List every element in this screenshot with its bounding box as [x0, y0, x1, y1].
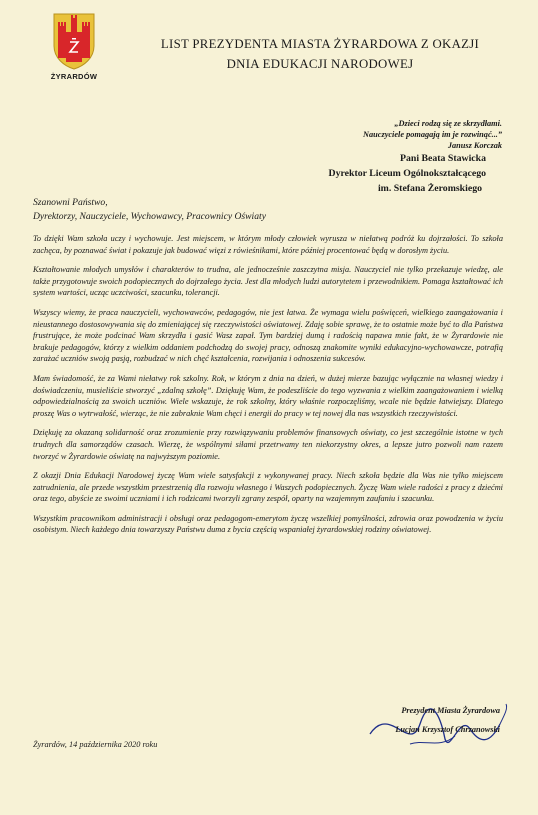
epigraph-quote — [363, 118, 502, 151]
letter-title — [140, 34, 500, 74]
body-paragraph-7: Wszystkim pracownikom administracji i obsługi oraz pedagogom-emerytom życzę wszelkiej pomyślności, zdrowia oraz powodzenia w życiu osobistym. Niech każdego dnia towarzyszy Państwu duma z bycia częścią wspaniałej żyrardowskiej rodziny oświatowej. — [33, 513, 503, 535]
body-paragraph-6: Z okazji Dnia Edukacji Narodowej życzę Wam wiele satysfakcji z wykonywanej pracy. Niech szkoła będzie dla Was nie tylko miejscem zatrudnienia, ale przede wszystkim przestrzenią dla rozwoju własnego i Waszych podopiecznych. Życzę Wam wiele radości z pracy z dziećmi oraz tego, abyście ze swoimi uczniami i ich rodzicami tworzyli zgrany zespół, oparty na wzajemnym zaufaniu i szacunku. — [33, 471, 503, 504]
crest-city-name: ŻYRARDÓW — [50, 72, 98, 81]
body-paragraph-2: Kształtowanie młodych umysłów i charakterów to trudna, ale jednocześnie zaszczytna misja. Nauczyciel nie tylko przekazuje wiedzę, ale także przygotowuje swoich podopiecznych do dojrzałego życia. Jest dla młodych ludzi autorytetem i przewodnikiem. Pomaga kształtować ich system wartości, ucząc uczciwości, szacunku, tolerancji. — [33, 265, 503, 298]
title-line-1: LIST PREZYDENTA MIASTA ŻYRARDOWA Z OKAZJI — [160, 37, 480, 51]
signer-role: Prezydent Miasta Żyrardowa — [401, 706, 500, 715]
city-crest — [44, 12, 104, 81]
quote-line-1: „Dzieci rodzą się ze skrzydłami. — [394, 119, 502, 128]
salutation-line-2: Dyrektorzy, Nauczyciele, Wychowawcy, Pracownicy Oświaty — [33, 211, 266, 222]
body-paragraph-1: To dzięki Wam szkoła uczy i wychowuje. Jest miejscem, w którym młody człowiek wyrusza w niełatwą podróż ku dojrzałości. To szkoła zachęca, by poznawać świat i pokazuje jak budować więzi z rówieśnikami, które później procentować będą w dorosłym życiu. — [33, 234, 503, 255]
place-and-date: Żyrardów, 14 października 2020 roku — [33, 740, 158, 749]
body-paragraph-4: Mam świadomość, że za Wami niełatwy rok szkolny. Rok, w którym z dnia na dzień, w dużej mierze bazując wyłącznie na własnej wiedzy i doświadczeniu, musieliście stworzyć „zdalną szkołę”. Dziękuję Wam, że podeszliście do tego wyzwania z wielkim zaangażowaniem i wielką odpowiedzialnością za swoich uczniów. Wiele wskazuje, że rok szkolny, który właśnie rozpoczęliśmy, wcale nie będzie łatwiejszy. Dlatego proszę Was o wytrwałość, wierząc, że nie zabraknie Wam chęci i energii do pracy w tej nowej dla nas wszystkich rzeczywistości. — [33, 373, 503, 418]
addressee-name: Pani Beata Stawicka — [400, 153, 486, 164]
addressee-block — [329, 151, 486, 196]
addressee-school: im. Stefana Żeromskiego — [377, 183, 482, 194]
salutation — [33, 196, 503, 224]
quote-line-2: Nauczyciele pomagają im je rozwinąć...” — [363, 130, 502, 139]
body-paragraph-3: Wszyscy wiemy, że praca nauczycieli, wychowawców, pedagogów, nie jest łatwa. Że wymaga wielu poświęceń, wielkiego zaangażowania i nieustannego dostosowywania się do zmieniającej się rzeczywistości oświatowej. Zdaję sobie sprawę, że to ostatnie może być to dla Państwa frustrujące, że może podcinać Wam skrzydła i gasić Wasz zapał. Tym bardziej dumą i radością napawa mnie fakt, że w Żyrardowie nie brakuje pedagogów, którzy z wielkim oddaniem podchodzą do swojej pracy, odnoszą znakomite wyniki edukacyjno-wychowawcze, potrafią zarażać uczniów swoją pasją, rozbudzać w nich chęć kształcenia, rozwijania i odnoszenia sukcesów. — [33, 307, 503, 364]
body-paragraph-5: Dziękuję za okazaną solidarność oraz zrozumienie przy rozwiązywaniu problemów finansowych oświaty, co jest szczególnie istotne w tych trudnych dla samorządów czasach. Wierzę, że wspólnymi siłami przetrwamy ten niekorzystny okres, a lepsze jutro pozwoli nam razem tworzyć w Żyrardowie oświatę na najwyższym poziomie. — [33, 428, 503, 461]
city-coat-of-arms-icon — [51, 12, 97, 70]
letter-body — [33, 233, 503, 544]
quote-author: Janusz Korczak — [447, 141, 502, 150]
signature-block — [395, 705, 500, 735]
signer-name: Lucjan Krzysztof Chrzanowski — [395, 725, 500, 734]
salutation-line-1: Szanowni Państwo, — [33, 197, 108, 208]
title-line-2: DNIA EDUKACJI NARODOWEJ — [226, 57, 414, 71]
addressee-position: Dyrektor Liceum Ogólnokształcącego — [328, 168, 486, 179]
